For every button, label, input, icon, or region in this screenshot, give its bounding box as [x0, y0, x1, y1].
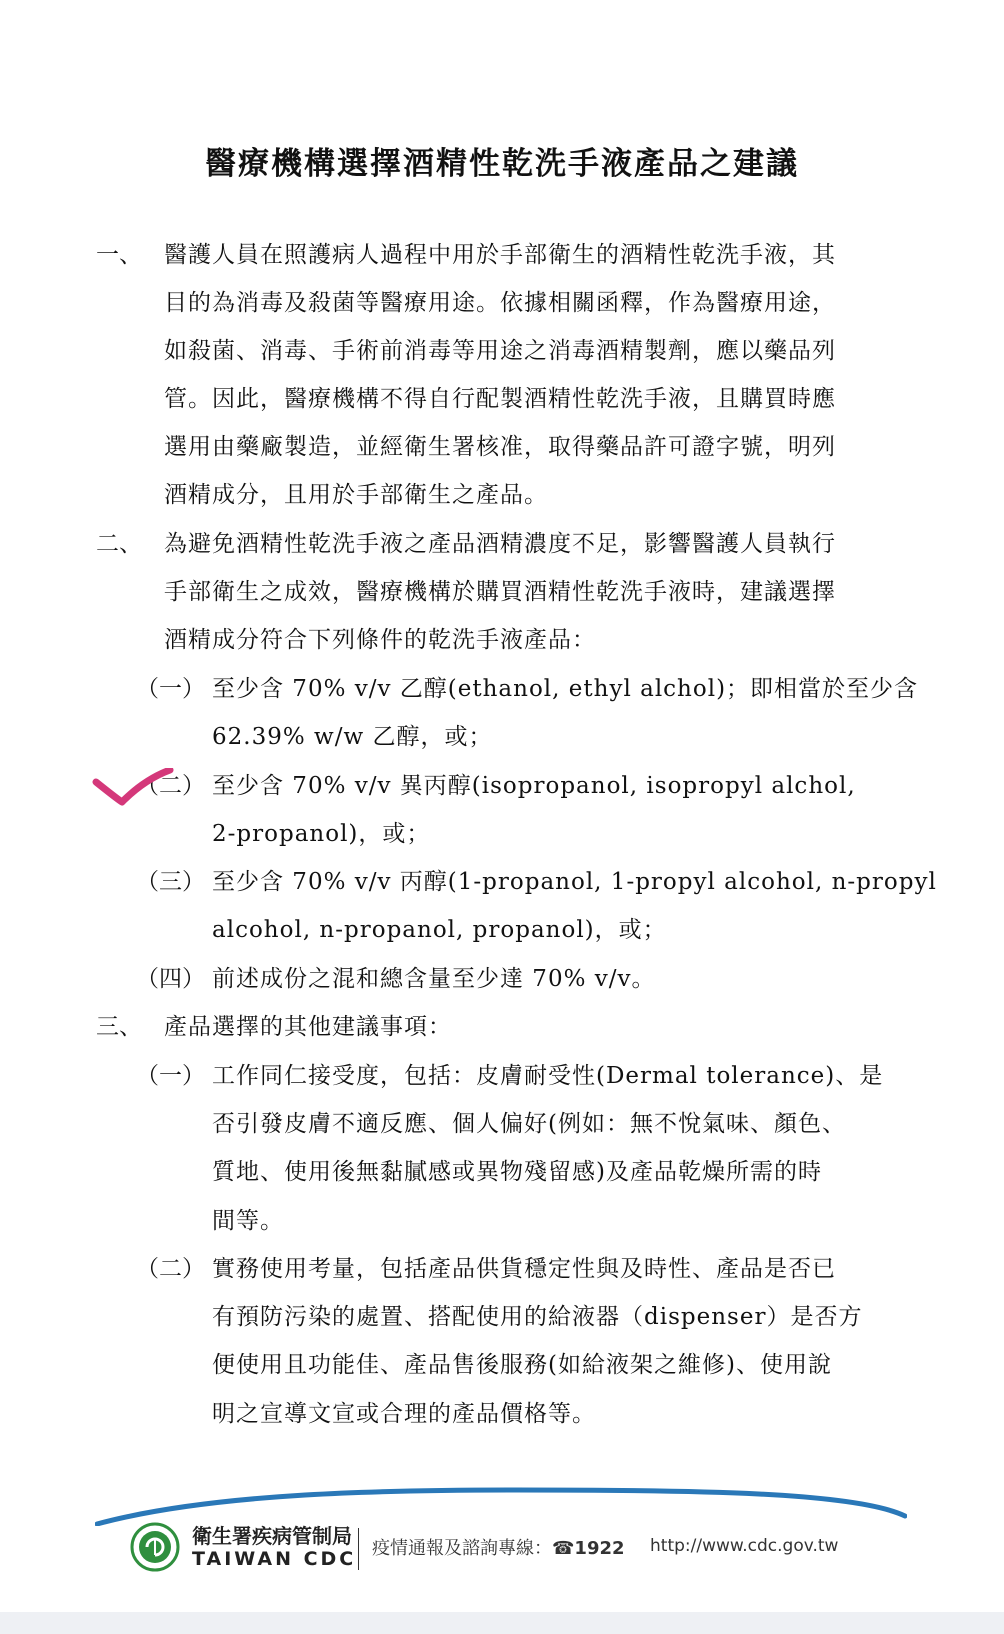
- section-2-item-3-line: 至少含 70% v/v 丙醇(1-propanol, 1-propyl alcohol, n-propyl: [212, 869, 937, 895]
- section-3-item-1-line: 間等。: [212, 1208, 284, 1234]
- section-2-line: 酒精成分符合下列條件的乾洗手液產品：: [164, 627, 596, 653]
- hotline-number: 1922: [574, 1538, 625, 1559]
- org-name-chinese: 衛生署疾病管制局: [192, 1524, 352, 1548]
- section-2-line: 手部衛生之成效，醫療機構於購買酒精性乾洗手液時，建議選擇: [164, 579, 836, 605]
- section-1-line: 醫護人員在照護病人過程中用於手部衛生的酒精性乾洗手液，其: [164, 242, 836, 268]
- section-1-line: 如殺菌、消毒、手術前消毒等用途之消毒酒精製劑，應以藥品列: [164, 338, 836, 364]
- section-3-item-1-line: 工作同仁接受度，包括：皮膚耐受性(Dermal tolerance)、是: [212, 1063, 884, 1089]
- org-name-english: TAIWAN CDC: [192, 1548, 357, 1570]
- section-2-item-4-number: （四）: [136, 966, 205, 992]
- section-2-item-3-line: alcohol, n-propanol, propanol)，或；: [212, 917, 667, 943]
- section-3-item-2-number: （二）: [136, 1256, 205, 1282]
- section-3-item-2-line: 便使用且功能佳、產品售後服務(如給液架之維修)、使用說: [212, 1352, 832, 1378]
- section-2-item-2-number: （二）: [136, 773, 205, 799]
- footer-divider: [358, 1528, 359, 1570]
- footer: [130, 1520, 910, 1580]
- hotline-label: 疫情通報及諮詢專線：: [372, 1538, 552, 1559]
- section-2-item-3-number: （三）: [136, 869, 205, 895]
- section-2-item-2-line: 至少含 70% v/v 異丙醇(isopropanol, isopropyl alchol,: [212, 773, 856, 799]
- phone-icon: ☎: [552, 1538, 575, 1559]
- section-1-line: 酒精成分，且用於手部衛生之產品。: [164, 482, 548, 508]
- cdc-logo-icon: [130, 1522, 180, 1572]
- document-title: 醫療機構選擇酒精性乾洗手液產品之建議: [205, 146, 799, 182]
- section-3-item-1-line: 否引發皮膚不適反應、個人偏好(例如：無不悅氣味、顏色、: [212, 1111, 846, 1137]
- section-1-number: 一、: [96, 242, 142, 268]
- section-1-line: 選用由藥廠製造，並經衛生署核准，取得藥品許可證字號，明列: [164, 434, 836, 460]
- section-2-item-2-line: 2-propanol)，或；: [212, 821, 431, 847]
- website-url: http://www.cdc.gov.tw: [650, 1536, 839, 1556]
- section-3-item-1-number: （一）: [136, 1063, 205, 1089]
- section-2-item-4-line: 前述成份之混和總含量至少達 70% v/v。: [212, 966, 656, 992]
- section-3-item-1-line: 質地、使用後無黏膩感或異物殘留感)及產品乾燥所需的時: [212, 1159, 822, 1185]
- section-3-item-2-line: 有預防污染的處置、搭配使用的給液器（dispenser）是否方: [212, 1304, 863, 1330]
- section-3-item-2-line: 實務使用考量，包括產品供貨穩定性與及時性、產品是否已: [212, 1256, 836, 1282]
- section-1-line: 目的為消毒及殺菌等醫療用途。依據相關函釋，作為醫療用途，: [164, 290, 836, 316]
- bottom-strip: [0, 1612, 1004, 1634]
- section-3-item-2-line: 明之宣導文宣或合理的產品價格等。: [212, 1401, 596, 1427]
- hotline-text: [372, 1534, 625, 1560]
- section-1-line: 管。因此，醫療機構不得自行配製酒精性乾洗手液，且購買時應: [164, 386, 836, 412]
- section-2-line: 為避免酒精性乾洗手液之產品酒精濃度不足，影響醫護人員執行: [164, 531, 836, 557]
- checkmark-annotation-icon: [92, 768, 180, 838]
- section-3-number: 三、: [96, 1014, 142, 1040]
- section-2-item-1-line: 至少含 70% v/v 乙醇(ethanol, ethyl alchol)；即相當於至少含: [212, 676, 919, 702]
- section-3-line: 產品選擇的其他建議事項：: [164, 1014, 452, 1040]
- section-2-item-1-number: （一）: [136, 676, 205, 702]
- section-2-item-1-line: 62.39% w/w 乙醇，或；: [212, 724, 493, 750]
- section-2-number: 二、: [96, 531, 142, 557]
